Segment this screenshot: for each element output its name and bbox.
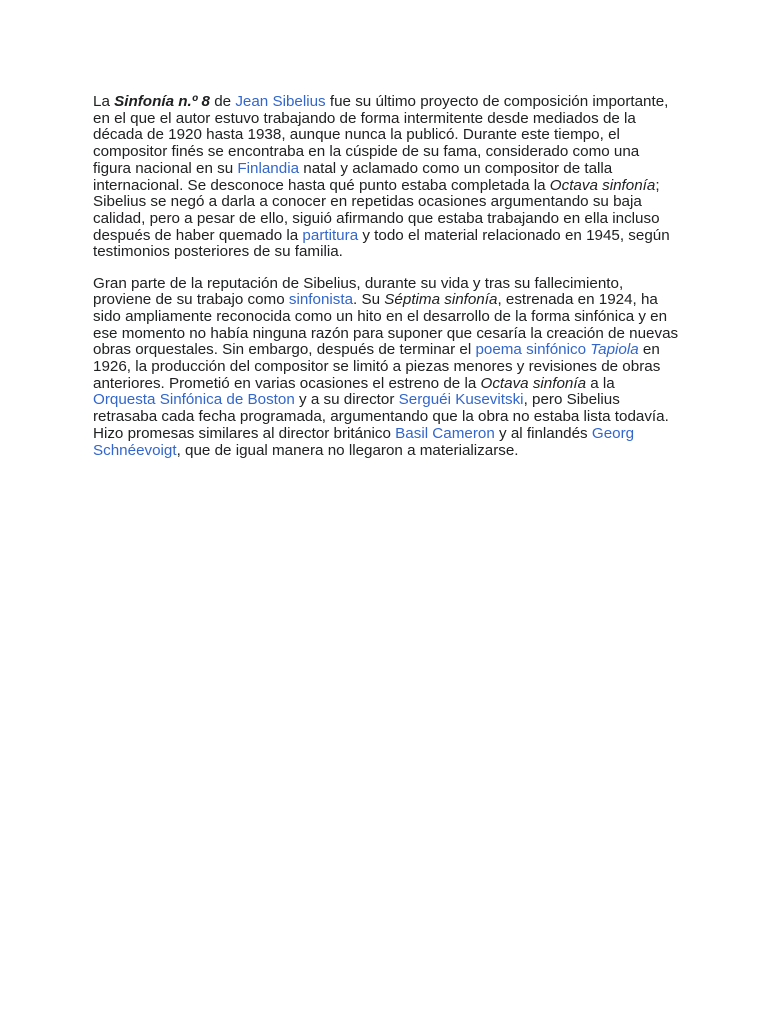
article-body [93,94,681,474]
link-tapiola[interactable]: Tapiola [590,341,639,359]
text-run: Gran parte de la reputación de Sibelius, durante su vida y tras su fallecimiento, proviene de su trabajo como [93,274,624,309]
link-poema-sinfonico[interactable]: poema sinfónico [475,341,587,359]
text-run: natal y aclamado como un compositor de talla internacional. Se desconoce hasta qué punto estaba completada la [93,159,613,194]
text-run: y todo el material relacionado en 1945, según testimonios posteriores de su familia. [93,226,670,261]
paragraph-2 [93,276,681,460]
text-run: La [93,93,115,110]
text-run: y a su director [294,391,399,409]
text-run: , que de igual manera no llegaron a materializarse. [176,441,519,459]
link-orquesta-boston[interactable]: Orquesta Sinfónica de Boston [93,391,295,409]
link-georg-schneevoigt[interactable]: Georg Schnéevoigt [93,424,635,459]
italic-octava-sinfonia: Octava sinfonía [480,374,587,392]
text-run: de [209,93,236,110]
text-run: fue su último proyecto de composición importante, en el que el autor estuvo trabajando de forma intermitente desde mediados de la década de 1920 hasta 1938, aunque nunca la publicó. Durante este tiempo, el compositor finés se encontraba en la cúspide de su fama, considerado como una figura nacional en su [93,93,669,177]
text-run: a la [586,374,615,392]
link-jean-sibelius[interactable]: Jean Sibelius [235,93,326,110]
work-title: Sinfonía n.º 8 [114,93,210,110]
italic-octava-sinfonia: Octava sinfonía [549,176,656,194]
link-partitura[interactable]: partitura [302,226,359,244]
text-run: y al finlandés [494,424,592,442]
text-run: , pero Sibelius retrasaba cada fecha programada, argumentando que la obra no estaba lista todavía. Hizo promesas similares al director británico [93,391,669,442]
link-basil-cameron[interactable]: Basil Cameron [395,424,495,442]
text-run: en 1926, la producción del compositor se limitó a piezas menores y revisiones de obras anteriores. Prometió en varias ocasiones el estreno de la [93,341,661,392]
link-finlandia[interactable]: Finlandia [237,159,300,177]
link-sergei-kusevitski[interactable]: Serguéi Kusevitski [398,391,524,409]
paragraph-1 [93,94,681,261]
text-run: , estrenada en 1924, ha sido ampliamente reconocida como un hito en el desarrollo de la forma sinfónica y en ese momento no había ninguna razón para suponer que cesaría la creación de nuevas obras orquestales. Sin embargo, después de terminar el [93,291,679,359]
text-run: ; Sibelius se negó a darla a conocer en repetidas ocasiones argumentando su baja calidad, pero a pesar de ello, siguió afirmando que estaba trabajando en ella incluso después de haber quemado la [93,176,660,244]
link-sinfonista[interactable]: sinfonista [288,291,354,309]
text-run: . Su [353,291,385,309]
italic-septima-sinfonia: Séptima sinfonía [384,291,498,309]
